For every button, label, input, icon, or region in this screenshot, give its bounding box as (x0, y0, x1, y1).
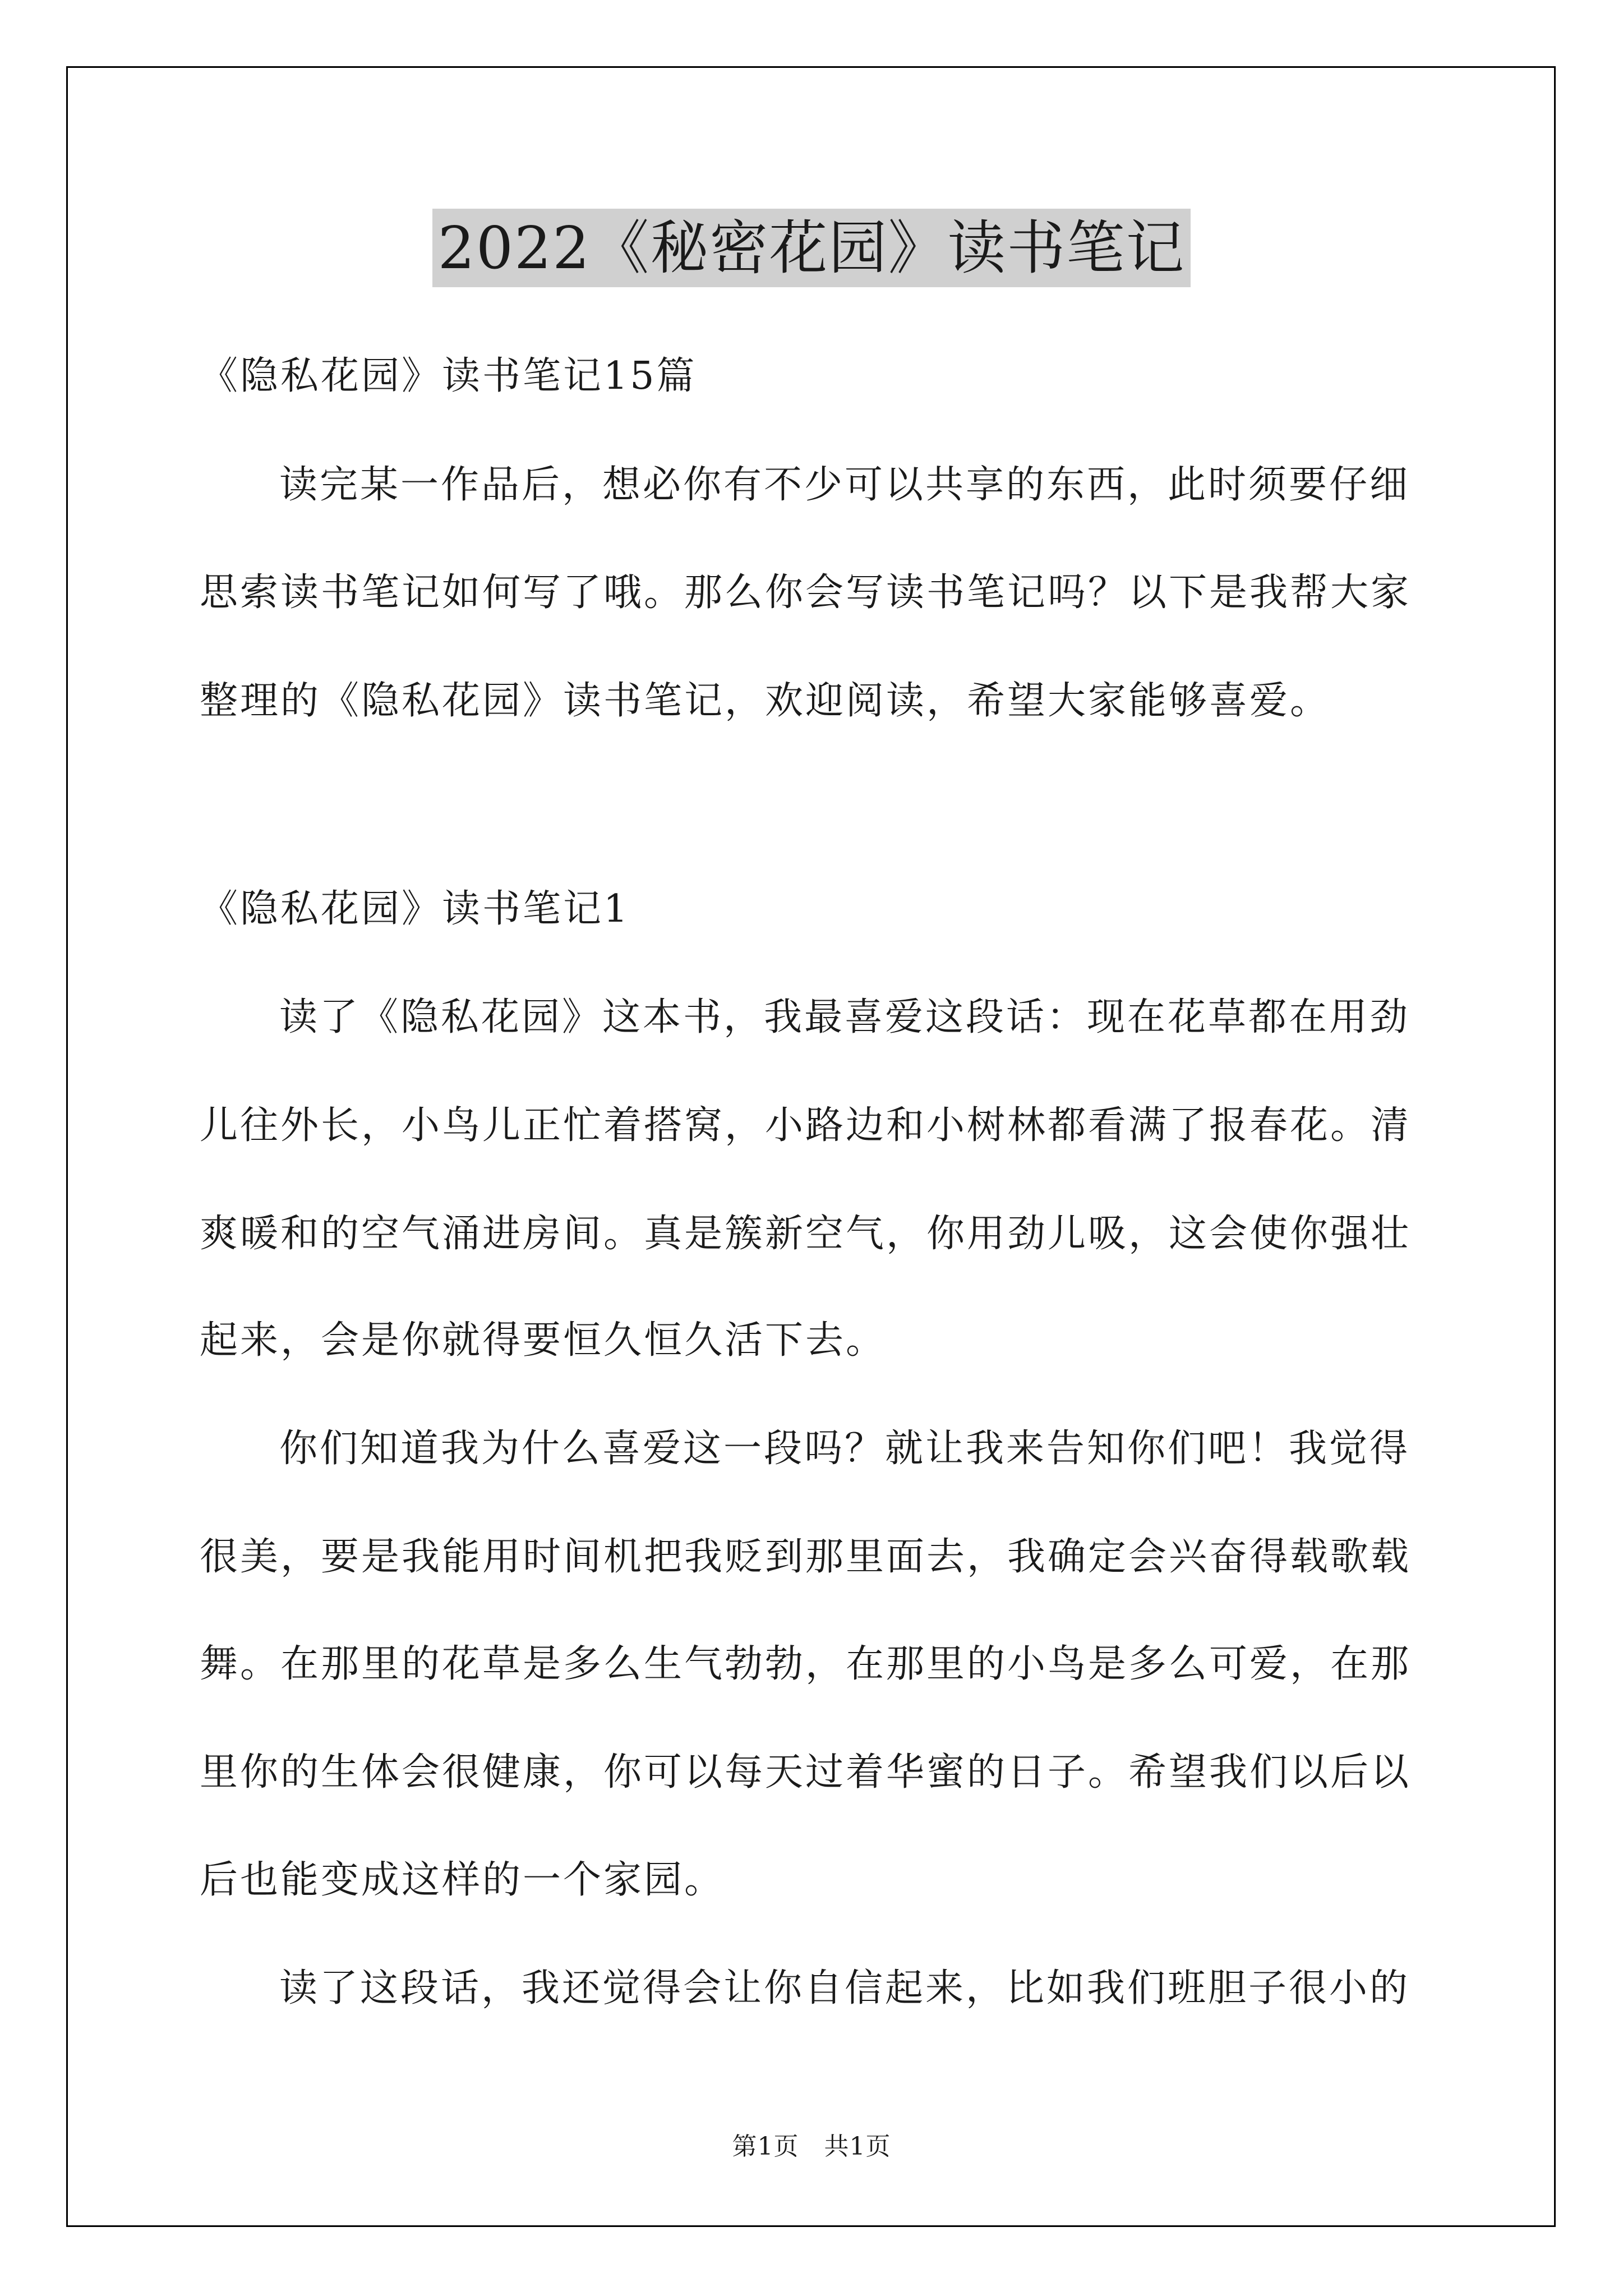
intro-line: 读完某一作品后，想必你有不少可以共享的东西，此时须要仔细 (279, 463, 1410, 507)
paragraph-line: 里你的生体会很健康，你可以每天过着华蜜的日子。希望我们以后以 (200, 1750, 1412, 1795)
paragraph-line: 你们知道我为什么喜爱这一段吗？就让我来告知你们吧！我觉得 (279, 1427, 1410, 1471)
paragraph-line: 读了《隐私花园》这本书，我最喜爱这段话：现在花草都在用劲 (279, 995, 1410, 1039)
page-footer: 第1页 共1页 (732, 2132, 891, 2161)
subtitle: 《隐私花园》读书笔记15篇 (200, 354, 697, 398)
paragraph-line: 爽暖和的空气涌进房间。真是簇新空气，你用劲儿吸，这会使你强壮 (200, 1212, 1412, 1256)
paragraph-line: 很美，要是我能用时间机把我贬到那里面去，我确定会兴奋得载歌载 (200, 1535, 1412, 1579)
section-heading: 《隐私花园》读书笔记1 (200, 887, 630, 931)
paragraph-line: 舞。在那里的花草是多么生气勃勃，在那里的小鸟是多么可爱，在那 (200, 1642, 1412, 1686)
intro-line: 整理的《隐私花园》读书笔记，欢迎阅读，希望大家能够喜爱。 (200, 679, 1331, 723)
paragraph-line: 起来，会是你就得要恒久恒久活下去。 (200, 1318, 887, 1363)
document-title: 2022《秘密花园》读书笔记 (432, 209, 1191, 287)
paragraph-line: 读了这段话，我还觉得会让你自信起来，比如我们班胆子很小的 (279, 1966, 1410, 2010)
title-container (0, 209, 1623, 287)
intro-line: 思索读书笔记如何写了哦。那么你会写读书笔记吗？以下是我帮大家 (200, 570, 1412, 615)
paragraph-line: 后也能变成这样的一个家园。 (200, 1858, 725, 1902)
paragraph-line: 儿往外长，小鸟儿正忙着搭窝，小路边和小树林都看满了报春花。清 (200, 1103, 1412, 1148)
